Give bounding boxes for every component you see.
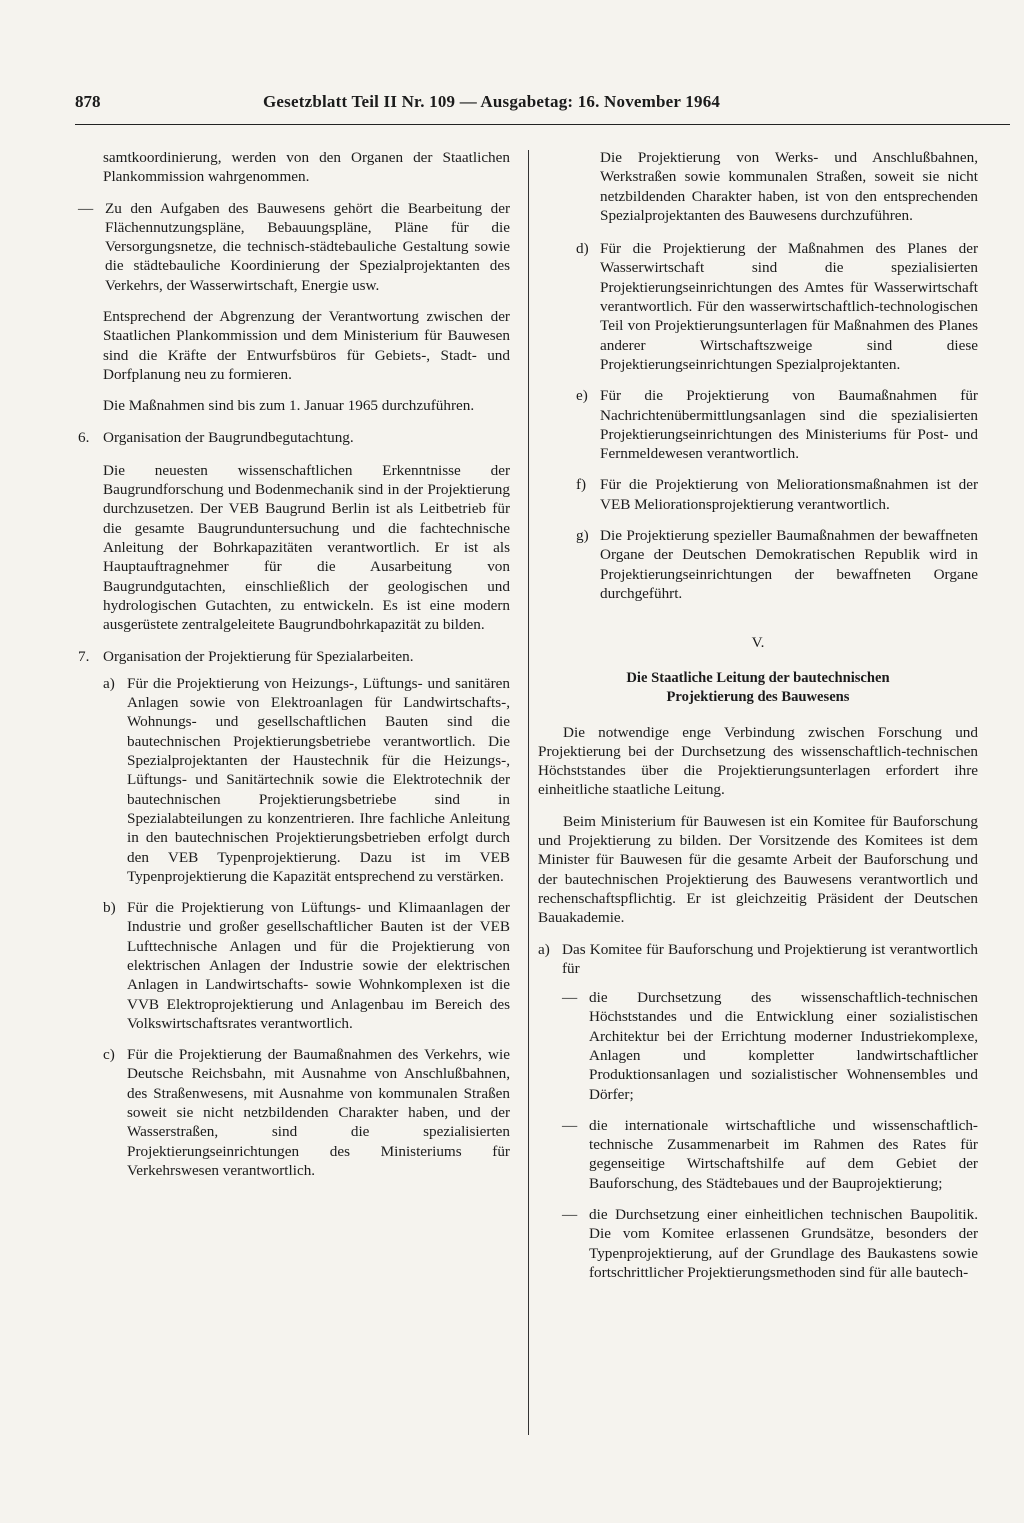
left-column [78, 148, 510, 1192]
page-header [75, 92, 1010, 122]
dash-marker: — [562, 1116, 578, 1134]
sub-item-a [538, 940, 978, 979]
sub-item-d [576, 239, 978, 374]
sub-item-text: Für die Projektierung von Meliorationsmaßnahmen ist der VEB Meliorationsprojektierung verantwortlich. [600, 476, 978, 513]
dash-item-text: die internationale wirtschaftliche und wissenschaftlich-technische Zusammenarbeit im Rahmen des Rates für gegenseitige Wirtschaftshilfe auf dem Gebiet der Bauforschung, des Städtebaues und der Bauprojektierung; [589, 1116, 978, 1192]
dash-item-text: Zu den Aufgaben des Bauwesens gehört die Bearbeitung der Flächennutzungspläne, Bebauungspläne, Pläne für die Versorgungsnetze, die technisch-städtebauliche Gestaltung sowie die städtebauliche Koordinierung der Spezialprojektanten des Verkehrs, der Wasserwirtschaft, Energie usw. [105, 199, 510, 294]
section-6-text: Die neuesten wissenschaftlichen Erkenntnisse der Baugrundforschung und Bodenmechanik sind in der Projektierung durchzusetzen. Der VEB Baugrund Berlin ist als Leitbetrieb für die gesamte Baugrunduntersuchung und die fachtechnische Anleitung der Bohrkapazitäten verantwortlich. Er ist als Hauptauftragnehmer für die Ausarbeitung von Baugrundgutachten, einschließlich der geologischen und hydrologischen Gutachten, zu entwickeln. Es ist eine modern ausgerüstete zentralgeleitete Baugrundbohrkapazität zu bilden. [103, 461, 510, 634]
sub-item-marker: c) [103, 1046, 115, 1064]
sub-item-marker: g) [576, 527, 589, 545]
sub-item-text: Die Projektierung spezieller Baumaßnahmen der bewaffneten Organe der Deutschen Demokratischen Republik wird in Projektierungseinrichtungen der bewaffneten Organe durchgeführt. [600, 527, 978, 602]
sub-item-text: Für die Projektierung der Maßnahmen des Planes der Wasserwirtschaft sind die spezialisierten Projektierungseinrichtungen des Amtes für Wasserwirtschaft verantwortlich. Für den wasserwirtschaftlich-technologischen Teil von Projektierungsunterlagen für Maßnahmen des Planes anderer Wirtschaftszweige sind diese Projektierungseinrichtungen Spezialprojektanten. [600, 240, 978, 373]
page-number: 878 [75, 92, 101, 111]
sub-item-b [103, 898, 510, 1033]
sub-item-text: Für die Projektierung von Baumaßnahmen für Nachrichtenübermittlungsanlagen sind die spezialisierten Projektierungseinrichtungen des Ministeriums für Post- und Fernmeldewesen verantwortlich. [600, 387, 978, 463]
column-divider [528, 150, 529, 1435]
dash-list-item [562, 1116, 978, 1193]
dash-list-item [562, 988, 978, 1104]
sub-item-text: Für die Projektierung von Heizungs-, Lüftungs- und sanitären Anlagen sowie von Elektroanlagen für Landwirtschafts-, Wohnungs- und gesellschaftlichen Bauten sind die bautechnischen Projektierungsbetriebe verantwortlich. Die Spezialprojektanten der Haustechnik für die Heizungs-, Lüftungs- und Sanitärtechnik sowie die Elektrotechnik der bautechnischen Projektierungsbetriebe sind in Spezialabteilungen zu konzentrieren. Ihre fachliche Anleitung in den bautechnischen Projektierungsbetrieben erfolgt durch den VEB Typenprojektierung. Dazu ist im VEB Typenprojektierung die Kapazität entsprechend zu verstärken. [127, 674, 510, 885]
dash-list-item [78, 199, 510, 295]
header-rule [75, 124, 1010, 125]
section-title: Organisation der Projektierung für Spezialarbeiten. [103, 647, 414, 665]
section-6-heading [78, 428, 510, 447]
section-number: V. [751, 634, 765, 652]
sub-item-g [576, 526, 978, 603]
dash-list-item [562, 1205, 978, 1282]
header-title: Gesetzblatt Teil II Nr. 109 — Ausgabetag: 16. November 1964 [263, 92, 721, 111]
right-column [538, 148, 978, 1294]
paragraph: Die Maßnahmen sind bis zum 1. Januar 1965 durchzuführen. [103, 397, 475, 415]
sub-item-a [103, 674, 510, 886]
sub-item-f [576, 475, 978, 514]
section-7-heading [78, 647, 510, 666]
section-number: 6. [78, 428, 90, 446]
dash-marker: — [562, 1206, 578, 1224]
dash-item-text: die Durchsetzung des wissenschaftlich-technischen Höchststandes und die Entwicklung einer sozialistischen Architektur bei der Errichtung moderner Industriekomplexe, Anlagen und kompletter landwirtschaftlicher Produktionsanlagen und sozialistischer Wohnensembles und Dörfer; [589, 989, 978, 1103]
sub-item-marker: a) [538, 940, 550, 958]
section-number: 7. [78, 647, 90, 665]
sub-item-marker: e) [576, 387, 588, 405]
sub-item-marker: a) [103, 674, 115, 692]
sub-item-c [103, 1045, 510, 1180]
sub-item-marker: f) [576, 476, 587, 494]
sub-item-text: Für die Projektierung der Baumaßnahmen des Verkehrs, wie Deutsche Reichsbahn, mit Ausnahme von Anschlußbahnen, des Straßenwesens, mit Ausnahme von kommunalen Straßen soweit sie nicht netzbildenden Charakter haben, und der Wasserstraßen, sind die spezialisierten Projektierungseinrichtungen des Ministeriums für Verkehrswesen verantwortlich. [127, 1046, 510, 1179]
section-title [538, 669, 978, 707]
sub-item-text: Für die Projektierung von Lüftungs- und Klimaanlagen der Industrie und großer gesellschaftlicher Bauten ist der VEB Lufttechnische Anlagen und für die Projektierung von elektrischen Anlagen der Industrie sowie der elektrischen Anlagen in Landwirtschafts- sowie Wohnkomplexen ist die VVB Elektroprojektierung und Anlagenbau im Bereich des Volkswirtschaftsrates verantwortlich. [127, 899, 510, 1032]
section-title-line: Die Staatliche Leitung der bautechnischen [626, 669, 890, 686]
dash-marker: — [562, 989, 578, 1007]
section-title-line: Projektierung des Bauwesens [666, 688, 850, 705]
paragraph: samtkoordinierung, werden von den Organen der Staatlichen Plankommission wahrgenommen. [103, 149, 510, 186]
paragraph: Die notwendige enge Verbindung zwischen Forschung und Projektierung bei der Durchsetzung des wissenschaftlich-technischen Höchststandes über die Projektierungsunterlagen erfordert ihre einheitliche staatliche Leitung. [538, 723, 978, 799]
sub-item-e [576, 386, 978, 463]
sub-item-text: Das Komitee für Bauforschung und Projektierung ist verantwortlich für [562, 940, 978, 977]
sub-item-marker: d) [576, 240, 589, 258]
paragraph: Beim Ministerium für Bauwesen ist ein Komitee für Bauforschung und Projektierung zu bilden. Der Vorsitzende des Komitees ist dem Minister für Bauwesen für die gesamte Arbeit der Bauforschung und der bautechnischen Projektierung des Bauwesens verantwortlich und rechenschaftspflichtig. Er ist gleichzeitig Präsident der Deutschen Bauakademie. [538, 812, 978, 927]
sub-item-marker: b) [103, 899, 116, 917]
dash-marker: — [78, 199, 94, 217]
section-title: Organisation der Baugrundbegutachtung. [103, 428, 354, 446]
paragraph: Entsprechend der Abgrenzung der Verantwortung zwischen der Staatlichen Plankommission und dem Ministerium für Bauwesen sind die Kräfte der Entwurfsbüros für Gebiets-, Stadt- und Dorfplanung neu zu formieren. [103, 308, 510, 383]
paragraph: Die Projektierung von Werks- und Anschlußbahnen, Werkstraßen sowie kommunalen Straßen, soweit sie nicht netzbildenden Charakter haben, ist von den entsprechenden Spezialprojektanten des Bauwesens durchzuführen. [600, 149, 978, 224]
dash-item-text: die Durchsetzung einer einheitlichen technischen Baupolitik. Die vom Komitee erlassenen Grundsätze, besonders der Typenprojektierung, auf der Grundlage des Baukastens sowie fortschrittlicher Projektierungsmethoden sind für alle bautech- [589, 1206, 978, 1281]
